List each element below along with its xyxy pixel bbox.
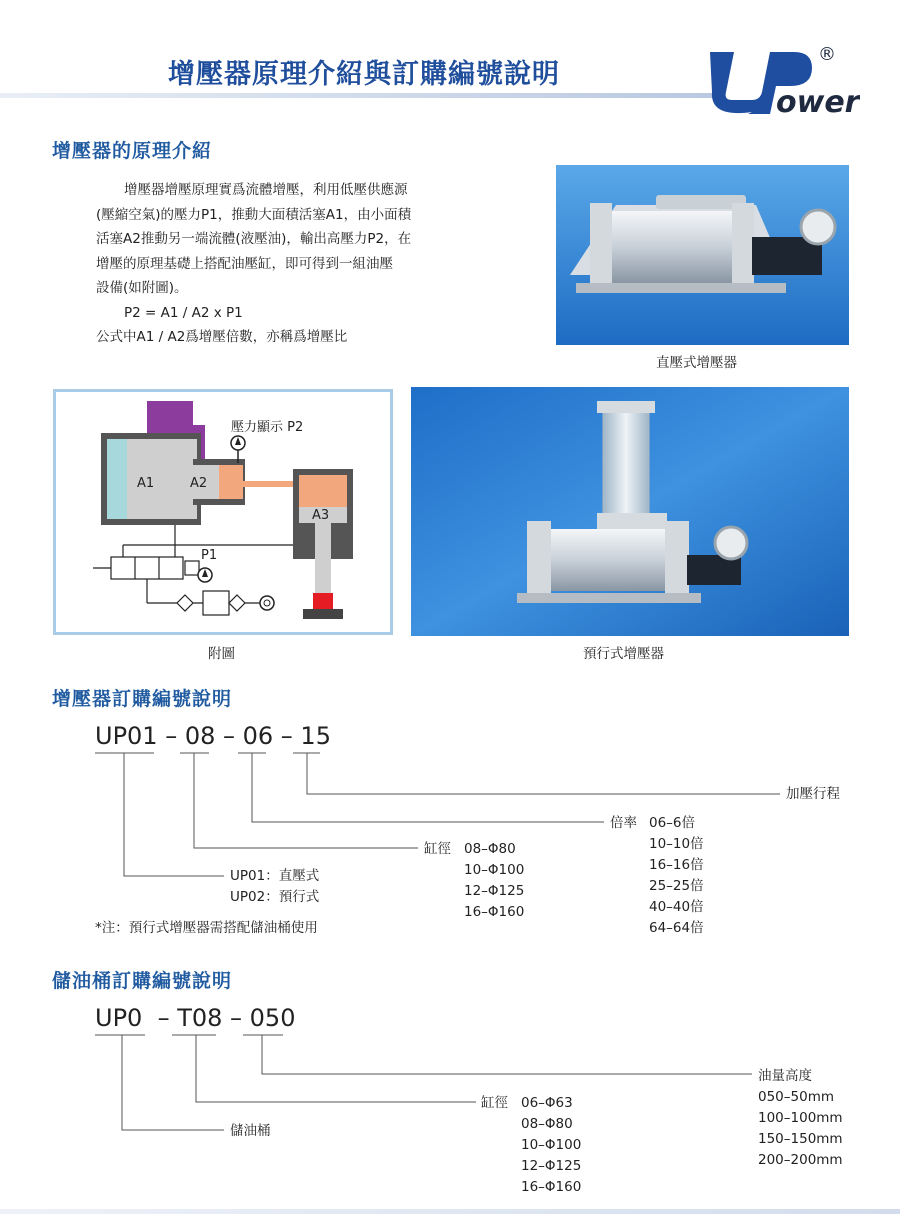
type-up02: UP02：預行式: [230, 889, 320, 905]
bore-08: 08–Φ80: [464, 841, 516, 857]
diagram-caption: 附圖: [208, 646, 235, 662]
ratio-16: 16–16倍: [649, 857, 704, 873]
label-a1: A1: [137, 476, 155, 491]
label-pressure-p2: 壓力顯示 P2: [231, 420, 304, 435]
logo-wordmark: ower: [776, 85, 860, 118]
tank-bore-title: 缸徑: [481, 1095, 508, 1111]
tank-bore-08: 08–Φ80: [521, 1116, 573, 1132]
tank-label: 儲油桶: [230, 1123, 271, 1139]
principle-title: 增壓器的原理介紹: [52, 140, 213, 162]
direct-booster-caption: 直壓式增壓器: [656, 355, 737, 371]
tank-bore-16: 16–Φ160: [521, 1179, 582, 1195]
page-title: 增壓器原理介紹與訂購編號說明: [168, 59, 560, 90]
formula: P2 = A1 / A2 x P1: [124, 304, 243, 321]
ratio-40: 40–40倍: [649, 899, 704, 915]
height-150: 150–150mm: [758, 1131, 843, 1147]
height-200: 200–200mm: [758, 1152, 843, 1168]
tank-bore-06: 06–Φ63: [521, 1095, 573, 1111]
booster-order-code: UP01 – 08 – 06 – 15: [95, 722, 331, 750]
principle-line-2: (壓縮空氣)的壓力P1，推動大面積活塞A1，由小面積: [96, 206, 412, 223]
tank-bore-12: 12–Φ125: [521, 1158, 582, 1174]
height-050: 050–50mm: [758, 1089, 834, 1105]
tank-order-code: UP0 – T08 – 050: [95, 1004, 296, 1032]
formula-note: 公式中A1 / A2爲增壓倍數，亦稱爲增壓比: [96, 329, 348, 345]
ratio-title: 倍率: [610, 815, 637, 831]
principle-line-4: 增壓的原理基礎上搭配油壓缸，即可得到一組油壓: [96, 255, 393, 272]
height-title: 油量高度: [758, 1068, 812, 1084]
bore-16: 16–Φ160: [464, 904, 525, 920]
registered-mark: ®: [818, 44, 836, 65]
ratio-10: 10–10倍: [649, 836, 704, 852]
principle-line-1: 增壓器增壓原理實爲流體增壓，利用低壓供應源: [124, 182, 408, 198]
label-p1: P1: [201, 548, 218, 563]
type-up01: UP01：直壓式: [230, 868, 320, 884]
pre-booster-caption: 預行式增壓器: [583, 646, 664, 662]
principle-line-5: 設備(如附圖)。: [96, 280, 188, 296]
tank-bore-10: 10–Φ100: [521, 1137, 582, 1153]
order-booster-title: 增壓器訂購編號說明: [52, 688, 233, 710]
order-tank-title: 儲油桶訂購編號說明: [52, 970, 233, 992]
bore-10: 10–Φ100: [464, 862, 525, 878]
height-100: 100–100mm: [758, 1110, 843, 1126]
principle-line-3: 活塞A2推動另一端流體(液壓油)，輸出高壓力P2，在: [96, 231, 412, 247]
label-a3: A3: [312, 508, 330, 523]
ratio-06: 06–6倍: [649, 815, 696, 831]
stroke-label: 加壓行程: [786, 786, 840, 802]
label-a2: A2: [190, 476, 208, 491]
ratio-64: 64–64倍: [649, 920, 704, 936]
tank-note: *注：預行式增壓器需搭配儲油桶使用: [95, 920, 318, 936]
bore-title: 缸徑: [424, 841, 451, 857]
footer-divider: [0, 1209, 900, 1214]
ratio-25: 25–25倍: [649, 878, 704, 894]
bore-12: 12–Φ125: [464, 883, 525, 899]
